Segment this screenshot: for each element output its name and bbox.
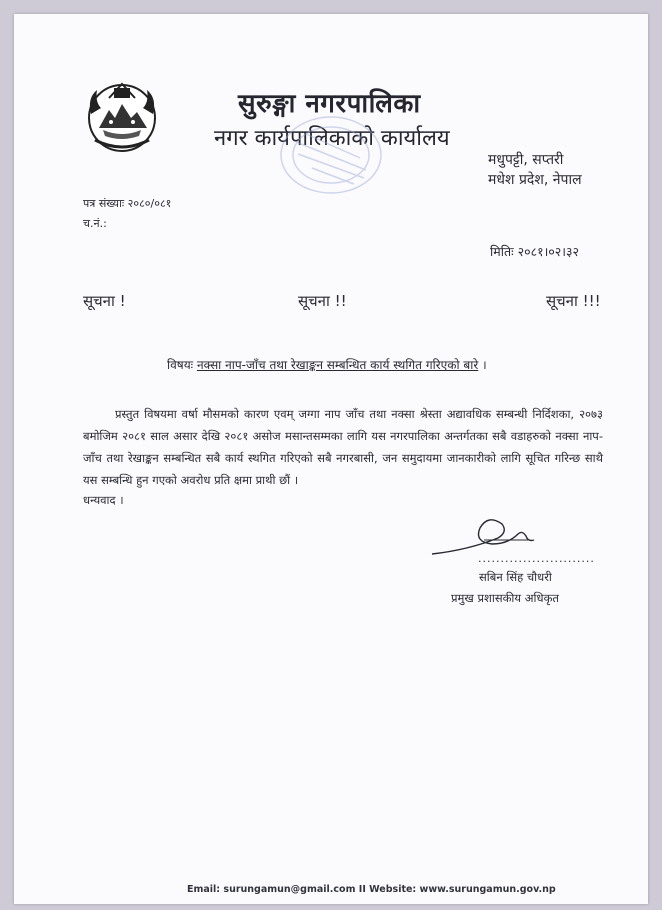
office-name: नगर कार्यपालिकाको कार्यालय bbox=[214, 126, 450, 151]
address-line-1: मधुपट्टी, सप्तरी bbox=[488, 152, 564, 168]
signatory-name: सबिन सिंह चौधरी bbox=[479, 570, 552, 584]
office-stamp bbox=[276, 112, 386, 198]
nepal-emblem-logo bbox=[81, 78, 163, 154]
closing-thanks: धन्यवाद । bbox=[83, 493, 124, 507]
address-line-2: मधेश प्रदेश, नेपाल bbox=[488, 172, 582, 188]
signatory-title: प्रमुख प्रशासकीय अधिकृत bbox=[451, 591, 559, 605]
notice-heading-3: सूचना !!! bbox=[546, 292, 601, 310]
subject-label: विषयः bbox=[167, 358, 194, 372]
subject-end: । bbox=[482, 358, 487, 372]
dispatch-number: च.नं.: bbox=[83, 217, 107, 230]
subject-text: नक्सा नाप-जाँच तथा रेखाङ्कन सम्बन्धित कार्य स्थगित गरिएको बारे bbox=[196, 358, 479, 372]
footer-contact: Email: surungamun@gmail.com II Website: www.surungamun.gov.np bbox=[187, 884, 556, 895]
signature-dots: .......................... bbox=[478, 552, 595, 565]
letter-date: मितिः २०८१।०२।३२ bbox=[490, 244, 580, 259]
notice-heading-1: सूचना ! bbox=[83, 292, 126, 310]
org-name: सुरुङ्गा नगरपालिका bbox=[238, 89, 421, 119]
notice-body: प्रस्तुत विषयमा वर्षा मौसमको कारण एवम् जग्गा नाप जाँच तथा नक्सा श्रेस्ता अद्यावधिक सम्बन्धी निर्दिशका, २०७३ बमोजिम २०८१ साल असार देखि २०८१ असोज मसान्तसम्मका लागि यस नगरपालिका अन्तर्गतका सबै वडाहरुको नक्सा नाप-जाँच तथा रेखाङ्कन सम्बन्धित सबै कार्य स्थगित गरिएको सबै नगरबासी, जन समुदायमा जानकारीको लागि सूचित गरिन्छ साथै यस सम्बन्धि हुन गएको अवरोध प्रति क्षमा प्राथी छौं । bbox=[83, 407, 603, 487]
subject-line bbox=[167, 356, 487, 373]
letter-number: पत्र संख्याः २०८०/०८१ bbox=[83, 197, 172, 210]
notice-heading-2: सूचना !! bbox=[298, 292, 347, 310]
